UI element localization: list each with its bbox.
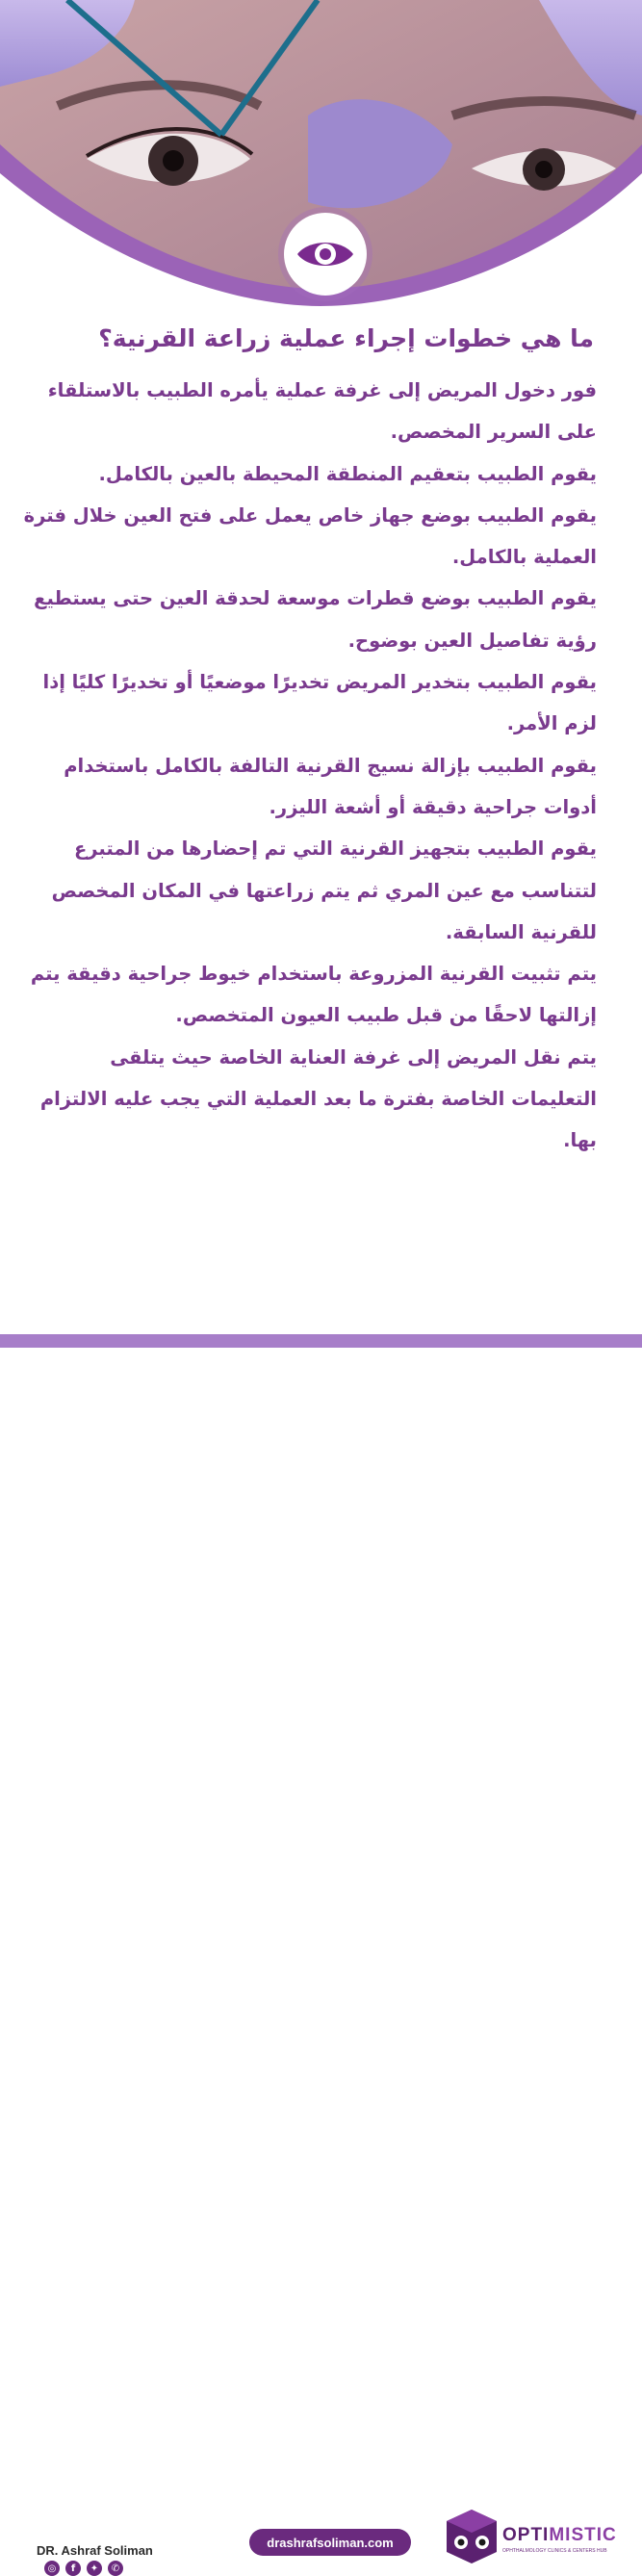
website-link[interactable]: drashrafsoliman.com	[249, 2529, 411, 2556]
brand-name-opti: OPTI	[502, 2525, 550, 2545]
brand-cube-icon	[445, 2508, 499, 2565]
step-4: يقوم الطبيب بوضع قطرات موسعة لحدقة العين حتى يستطيع رؤية تفاصيل العين بوضوح.	[34, 587, 597, 652]
brand-name	[502, 2525, 617, 2546]
step-3: يقوم الطبيب بوضع جهاز خاص يعمل على فتح العين خلال فترة العملية بالكامل.	[23, 503, 597, 569]
step-8: يتم تثبيت القرنية المزروعة باستخدام خيوط جراحية دقيقة يتم إزالتها لاحقًا من قبل طبيب العيون المتخصص.	[30, 963, 597, 1027]
eye-icon	[295, 235, 355, 273]
doctor-name: DR. Ashraf Soliman	[37, 2543, 153, 2558]
bottom-bar	[0, 1334, 642, 1348]
whatsapp-icon[interactable]: ✆	[108, 2561, 123, 2576]
page-title: ما هي خطوات إجراء عملية زراعة القرنية؟	[98, 324, 594, 352]
footer	[0, 1251, 642, 2574]
instagram-icon[interactable]: ◎	[44, 2561, 60, 2576]
step-5: يقوم الطبيب بتخدير المريض تخديرًا موضعيًا أو تخديرًا كليًا إذا لزم الأمر.	[42, 671, 597, 735]
social-links	[44, 2561, 123, 2576]
step-9: يتم نقل المريض إلى غرفة العناية الخاصة حيث يتلقى التعليمات الخاصة بفترة ما بعد العملية التي يجب عليه الالتزام بها.	[39, 1045, 597, 1152]
brand-logo	[445, 2508, 618, 2567]
brand-name-mistic: MISTIC	[549, 2525, 617, 2545]
eye-badge	[284, 213, 367, 296]
step-6: يقوم الطبيب بإزالة نسيج القرنية التالفة بالكامل باستخدام أدوات جراحية دقيقة أو أشعة الليزر.	[64, 754, 597, 818]
twitter-icon[interactable]: ✦	[87, 2561, 102, 2576]
facebook-icon[interactable]: f	[65, 2561, 81, 2576]
step-1: فور دخول المريض إلى غرفة عملية يأمره الطبيب بالاستلقاء على السرير المخصص.	[47, 379, 597, 444]
step-7: يقوم الطبيب بتجهيز القرنية التي تم إحضارها من المتبرع لتتناسب مع عين المري ثم يتم زراعتها في المكان المخصص للقرنية السابقة.	[51, 837, 597, 943]
steps-list	[19, 370, 597, 1162]
step-2: يقوم الطبيب بتعقيم المنطقة المحيطة بالعين بالكامل.	[98, 462, 597, 485]
brand-tagline: OPHTHALMOLOGY CLINICS & CENTERS HUB	[502, 2548, 607, 2554]
